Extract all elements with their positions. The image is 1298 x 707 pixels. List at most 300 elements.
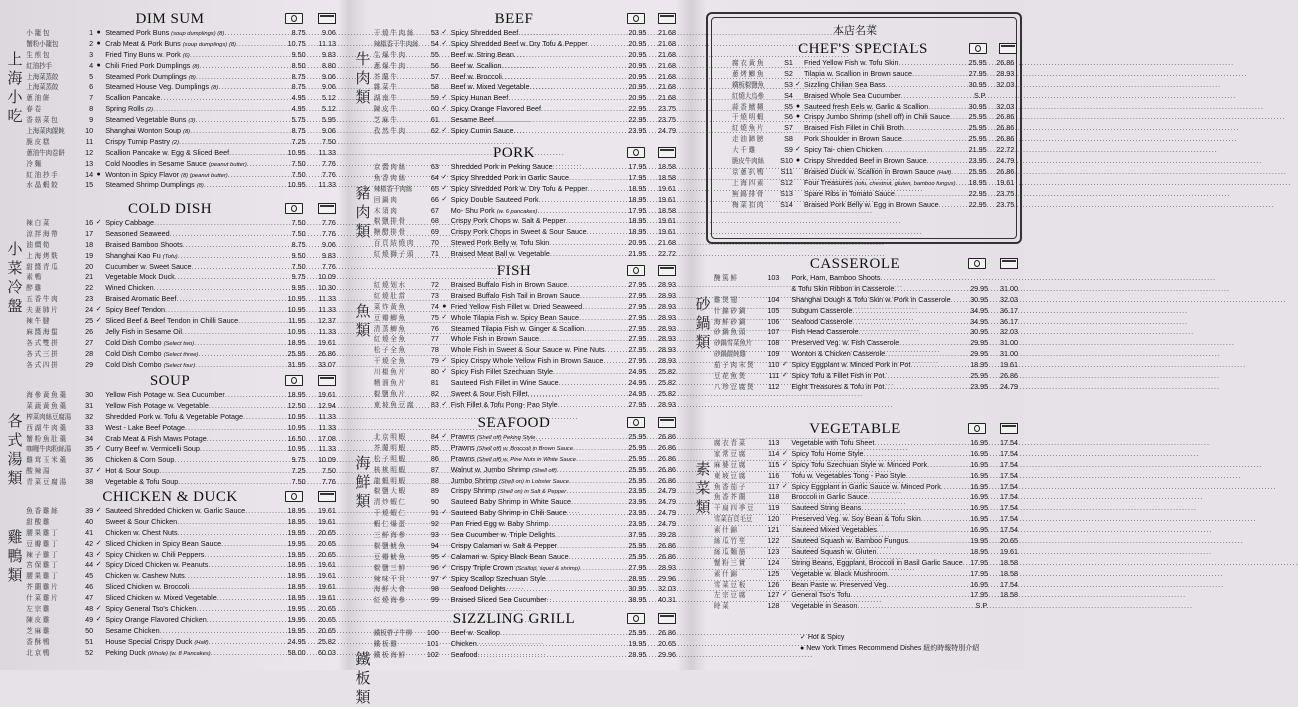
menu-item-list — [708, 58, 1018, 210]
item-chinese-name: 醉 雞 — [26, 284, 41, 293]
nyt-recommend-icon: ● — [800, 645, 805, 652]
item-price-small: 24.95 — [628, 367, 647, 377]
item-chinese-name: 雞 煲 翅 — [713, 295, 737, 304]
item-price-small: 20.95 — [628, 60, 647, 70]
item-mark-icon: ✓ — [441, 29, 448, 36]
menu-item — [348, 541, 680, 552]
item-english-name — [105, 283, 275, 294]
item-price-large: 9.06 — [321, 82, 336, 92]
item-chinese-name: 各 式 四 拼 — [26, 360, 58, 369]
menu-item — [688, 547, 1022, 558]
item-chinese-name: 干 燒 全 魚 — [373, 357, 405, 366]
menu-item-list — [348, 162, 680, 260]
item-english-text: Seasoned Seaweed — [105, 228, 170, 238]
item-english-text: Braised Aromatic Beef — [105, 294, 177, 304]
item-english-text: West - Lake Beef Potage — [105, 422, 186, 432]
item-mark-icon: ✓ — [95, 539, 102, 547]
item-code: 101 — [426, 638, 439, 648]
item-english-text: Spicy General Tso's Chicken — [105, 604, 197, 614]
item-price-small: 8.75 — [291, 71, 306, 81]
item-code: 80 — [430, 367, 439, 377]
item-english-name — [804, 156, 959, 167]
item-chinese-name: 鐵 板 雞 — [373, 639, 397, 648]
item-mark-icon: ✓ — [95, 615, 102, 623]
item-code: 111 — [768, 371, 780, 381]
item-chinese-name: 腰 果 雞 丁 — [26, 572, 58, 581]
item-code: 41 — [85, 527, 94, 537]
item-note: (8) (peanut butter) — [181, 172, 228, 179]
small-size-icon — [627, 417, 645, 428]
menu-item — [348, 574, 680, 585]
item-price-small: 25.95 — [968, 166, 987, 176]
item-english-name — [105, 294, 275, 305]
item-price-small: 27.95 — [628, 562, 647, 572]
item-price-small: 17.95 — [970, 557, 989, 567]
item-code: 85 — [430, 442, 439, 452]
item-english-name — [791, 349, 958, 360]
menu-item — [0, 316, 340, 327]
item-english-text: Calamari w. Spicy Black Bean Sauce — [450, 551, 569, 561]
item-english-text: Steamed Pork Dumplings — [105, 71, 187, 81]
small-size-icon — [285, 13, 303, 24]
item-price-large: 26.86 — [1000, 371, 1018, 381]
item-price-small: 25.95 — [628, 442, 647, 452]
item-price-large: 36.17 — [1000, 305, 1018, 315]
item-price-large: 26.86 — [996, 123, 1015, 133]
section-cn-char: 牛 — [355, 50, 371, 68]
item-english-text: Vegetable Mock Duck — [105, 272, 175, 282]
section-title: CHEF'S SPECIALS — [798, 41, 928, 57]
item-english-text: Spicy Fish Fillet Szechuan Style — [450, 367, 554, 377]
section-cn-char: 各 — [7, 412, 23, 430]
item-english-name — [451, 93, 617, 104]
item-english-text: Subgum Casserole — [791, 305, 853, 315]
item-code: 121 — [767, 525, 780, 535]
menu-item — [688, 590, 1022, 601]
item-english-name — [451, 639, 617, 650]
item-price-small: 25.95 — [628, 628, 647, 637]
item-english-name — [451, 356, 617, 367]
item-price-large: 17.54 — [1000, 470, 1018, 480]
item-english-name — [451, 552, 617, 563]
item-price-small: 58.00 — [287, 647, 306, 657]
item-english-text: Wonton & Chicken Casserole — [791, 349, 886, 359]
item-chinese-name: 油 燜 筍 — [26, 240, 50, 249]
item-english-name — [105, 466, 275, 477]
menu-item-list — [348, 28, 680, 137]
item-chinese-name: 辣 白 菜 — [26, 219, 50, 227]
item-price-large: 18.58 — [1000, 568, 1018, 578]
item-price-small: 27.95 — [628, 334, 647, 344]
item-english-text: Whole Tilapia Fish w. Spicy Bean Sauce — [450, 312, 579, 322]
item-english-name — [451, 28, 617, 39]
item-note: (w. 6 pancakes) — [496, 208, 538, 215]
item-english-text: Seafood Delights — [450, 584, 506, 594]
item-price-large: 8.80 — [321, 60, 336, 70]
item-price-small: 25.95 — [628, 551, 647, 561]
item-english-text: Fish Fillet & Tofu Pong- Pao Style — [450, 399, 558, 409]
item-english-name — [451, 126, 617, 137]
item-english-name — [451, 216, 617, 227]
item-english-name — [791, 514, 958, 525]
item-english-text: Spicy Hunan Beef — [450, 93, 509, 103]
item-english-name — [791, 317, 958, 328]
menu-item — [348, 454, 680, 465]
item-price-small: 23.95 — [628, 486, 647, 496]
item-chinese-name: 海 參 黃 魚 羹 — [26, 391, 66, 399]
item-chinese-name: 孜 然 牛 肉 — [373, 127, 405, 136]
item-note: (8) — [211, 85, 219, 92]
item-chinese-name: 宮 保 雞 丁 — [26, 561, 58, 570]
item-price-small: 18.95 — [287, 582, 306, 592]
item-english-text: Walnut w. Jumbo Shrimp — [450, 464, 530, 474]
item-price-small: 10.95 — [287, 294, 306, 304]
item-code: 110 — [767, 360, 780, 370]
item-price-large: 32.03 — [1000, 327, 1018, 337]
section-cn-char: 鐵 — [355, 650, 371, 668]
item-mark-icon: ● — [96, 170, 101, 178]
item-code: 81 — [430, 378, 439, 388]
menu-item — [688, 503, 1022, 514]
menu-item — [0, 159, 340, 170]
item-price-small: 20.95 — [628, 38, 647, 48]
menu-item — [688, 317, 1022, 328]
item-english-name — [105, 626, 275, 637]
item-english-text: Tilapia w. Scallion in Brown sauce — [803, 68, 912, 78]
item-english-name — [451, 367, 617, 378]
item-chinese-name: 陳 皮 雞 — [26, 615, 50, 624]
item-note: (Shell off) w. Pine Nuts in White Sauce — [476, 456, 576, 463]
item-english-name — [105, 528, 275, 539]
menu-item — [0, 327, 340, 338]
menu-item — [0, 61, 340, 72]
item-price-small: 30.95 — [968, 79, 987, 89]
menu-item — [0, 528, 340, 539]
section-vegetable — [688, 420, 1022, 620]
item-english-name — [451, 238, 617, 249]
item-english-text: String Beans, Eggplant, Broccoli in Basil Garlic Sauce — [791, 557, 963, 567]
item-english-text: Sliced Chicken in Spicy Bean Sauce — [105, 538, 222, 548]
item-note: (Half) — [194, 639, 209, 646]
section-cn-char: 素 — [695, 460, 711, 478]
item-english-name — [451, 378, 617, 389]
item-price-large: 17.08 — [317, 433, 336, 443]
item-code: 56 — [430, 60, 439, 70]
item-price-small: 27.95 — [628, 312, 647, 322]
menu-column-2 — [348, 0, 680, 706]
item-price-large: 12.94 — [317, 400, 336, 410]
item-price-large: 7.50 — [321, 136, 336, 146]
item-price-large: 20.65 — [1000, 536, 1018, 546]
item-price-large: 20.65 — [317, 538, 336, 548]
item-english-name — [451, 389, 617, 400]
item-price-large: 5.95 — [321, 115, 336, 125]
item-chinese-name: 夫 妻 肺 片 — [26, 306, 58, 315]
item-code: 70 — [430, 238, 439, 248]
section-title: DIM SUM — [135, 11, 205, 27]
item-chinese-name: 松 子 全 魚 — [373, 346, 405, 355]
item-english-name — [451, 227, 617, 238]
item-chinese-name: 核 桃 明 蝦 — [373, 465, 405, 474]
item-english-text: Chili Fried Pork Dumplings — [105, 60, 191, 70]
item-english-text: Steamed House Veg. Dumplings — [105, 82, 210, 92]
item-price-small: 8.75 — [291, 28, 306, 37]
section-header — [688, 420, 1022, 438]
item-code: S2 — [784, 68, 793, 78]
item-price-large: 24.79 — [658, 126, 677, 136]
item-english-name — [791, 601, 958, 612]
item-code: 57 — [430, 71, 439, 81]
item-english-text: Crab Meat & Pork Buns — [105, 38, 181, 48]
menu-item — [0, 477, 340, 488]
item-english-name — [105, 615, 275, 626]
item-english-text: Spicy Diced Chicken w. Peanuts — [105, 560, 209, 570]
menu-item — [688, 492, 1022, 503]
item-chinese-name: 紅 燒 海 參 — [373, 596, 405, 605]
item-price-large: 26.86 — [317, 348, 336, 358]
item-chinese-name: 魚 香 茄 子 — [713, 482, 746, 491]
item-price-small: 18.95 — [628, 227, 647, 237]
menu-item — [0, 126, 340, 137]
item-note: (Shell off) Peking Style — [476, 435, 536, 441]
item-code: 123 — [767, 546, 780, 556]
item-english-name — [105, 327, 275, 338]
item-price-small: 37.95 — [628, 530, 647, 540]
item-chinese-name: 川 椒 魚 片 — [373, 368, 405, 377]
item-price-large: 19.61 — [1000, 360, 1018, 370]
item-english-text: Spicy Chicken w. Chili Peppers — [105, 549, 205, 559]
item-code: 27 — [85, 337, 94, 347]
item-english-name — [451, 115, 617, 126]
item-price-large: 21.68 — [658, 28, 677, 37]
item-price-small: 16.95 — [970, 448, 989, 458]
item-english-text: Braised Duck w. Scallion in Brown Sauce — [803, 166, 935, 176]
menu-item — [348, 650, 680, 661]
item-chinese-name: 雞 茸 玉 米 羹 — [26, 456, 66, 465]
item-english-text: Spare Ribs in Tomato Sauce — [803, 188, 895, 198]
item-code: S9 — [784, 145, 793, 155]
item-chinese-name: 松 子 明 蝦 — [373, 454, 405, 463]
item-price-small: 19.95 — [287, 604, 306, 614]
item-english-name — [791, 449, 958, 460]
item-price-small: 9.95 — [291, 283, 306, 293]
item-code: 13 — [85, 158, 94, 168]
menu-item — [708, 123, 1018, 134]
item-chinese-name: 糟 溜 魚 片 — [373, 379, 405, 388]
menu-item — [348, 367, 680, 378]
item-chinese-name: 蒜 香 鱔 糊 — [731, 102, 764, 111]
item-english-name — [451, 162, 617, 173]
item-price-small: 18.95 — [970, 360, 989, 370]
item-code: 87 — [430, 464, 439, 474]
item-price-small: 25.95 — [628, 453, 647, 463]
item-english-text: Crispy Turnip Pastry — [105, 136, 170, 146]
item-code: 19 — [85, 250, 94, 260]
specials-cn-title: 本店名菜 — [833, 24, 877, 37]
item-code: 97 — [430, 573, 439, 583]
item-chinese-name: 芝 麻 雞 — [26, 626, 50, 635]
item-code: S6 — [784, 112, 793, 122]
item-price-small: 8.50 — [291, 60, 306, 70]
item-english-name — [791, 295, 958, 306]
item-price-large: 33.07 — [317, 359, 336, 369]
item-price-large: 7.76 — [321, 169, 336, 179]
item-code: 39 — [85, 506, 94, 515]
item-code: 84 — [430, 432, 439, 441]
item-chinese-name: 素 什 錦 — [713, 526, 737, 535]
item-price-small: 10.95 — [287, 411, 306, 421]
item-english-text: Crispy Jumbo Shrimp (shell off) in Chili Sauce — [803, 112, 951, 122]
item-price-large: 11.33 — [318, 294, 336, 304]
item-price-small: 16.95 — [970, 470, 989, 480]
item-english-text: Braised Bamboo Shoots — [105, 239, 183, 249]
small-size-icon — [627, 265, 645, 276]
item-chinese-name: 辣椒香干牛肉絲 — [373, 39, 419, 48]
menu-item — [0, 229, 340, 240]
section-header — [0, 488, 340, 506]
item-code: 92 — [430, 519, 439, 529]
legend — [800, 632, 979, 654]
item-chinese-name: 酸 辣 湯 — [26, 467, 50, 476]
item-price-large: 28.93 — [658, 323, 677, 333]
item-english-text: Mo- Shu Pork — [450, 205, 495, 215]
item-price-small: S.P. — [973, 90, 987, 100]
menu-item — [348, 628, 680, 639]
item-price-large: 24.79 — [1000, 381, 1018, 391]
item-price-large: 9.06 — [321, 239, 336, 249]
item-chinese-name: 五 香 牛 肉 — [26, 295, 58, 304]
item-code: 66 — [430, 194, 439, 204]
item-price-small: 10.95 — [287, 147, 306, 157]
item-chinese-name: 紅 燒 划 水 — [373, 281, 405, 289]
item-price-small: 10.75 — [287, 38, 306, 48]
item-price-large: 26.86 — [658, 442, 677, 452]
item-chinese-name: 椒 鹽 魷 魚 — [373, 541, 405, 550]
item-english-text: Eight Treasures & Tofu in Pot — [791, 381, 885, 391]
item-english-text: Spicy Double Sauteed Pork — [450, 194, 539, 204]
menu-item-list — [688, 273, 1022, 393]
item-code: S7 — [784, 123, 793, 133]
item-english-name — [105, 423, 275, 434]
menu-item — [688, 295, 1022, 306]
item-price-small: 19.95 — [287, 527, 306, 537]
item-price-large: 28.93 — [658, 345, 677, 355]
item-chinese-name: 上 海 烤 麩 — [26, 251, 58, 260]
item-price-small: 7.50 — [291, 158, 306, 168]
item-chinese-name: 海 鮮 砂 鍋 — [713, 317, 746, 326]
item-note: (Scallop, squid & shrimp) — [515, 565, 580, 572]
item-note: (Whole) (w. 8 Pancakes) — [147, 650, 211, 657]
item-english-text: Spicy Tofu & Fillet Fish in Pot — [791, 371, 885, 381]
item-english-name — [791, 557, 963, 569]
item-english-text: Fried Yellow Fish w. Tofu Skin — [803, 58, 899, 67]
item-price-small: 27.95 — [628, 356, 647, 366]
section-chefs-specials — [708, 40, 1018, 240]
section-cn-char: 類 — [355, 88, 371, 106]
item-english-text: Chicken — [450, 638, 477, 648]
item-price-large: 20.65 — [317, 604, 336, 614]
item-english-name — [451, 324, 617, 335]
item-english-text: Braised Pork Belly w. Egg in Brown Sauce — [803, 199, 939, 209]
item-english-text: Seafood Casserole — [791, 316, 853, 326]
item-mark-icon: ✓ — [95, 445, 102, 453]
menu-item — [348, 378, 680, 389]
item-chinese-name: 芥 蘭 明 蝦 — [373, 443, 405, 452]
item-english-name — [791, 569, 958, 580]
item-price-large: 9.06 — [321, 126, 336, 136]
item-english-text: General Tso's Tofu — [791, 590, 851, 600]
item-english-name — [105, 648, 275, 660]
item-note: (Tofu) — [162, 253, 178, 260]
hot-spicy-check-icon: ✓ — [800, 634, 806, 641]
item-english-name — [791, 284, 958, 295]
item-mark-icon: ✓ — [95, 507, 102, 514]
item-note: (8) — [183, 129, 191, 136]
item-note: (Select two) — [163, 340, 195, 347]
item-price-large: 21.68 — [658, 60, 677, 70]
item-price-small: 18.95 — [628, 183, 647, 193]
item-chinese-name: 紅 燒 魚 片 — [731, 124, 764, 133]
menu-item-list — [0, 390, 340, 488]
item-mark-icon: ✓ — [441, 357, 448, 365]
section-cn-char: 板 — [355, 669, 371, 687]
item-english-text: Braised Buffalo Fish in Brown Sauce — [450, 280, 568, 289]
item-price-small: 27.95 — [628, 345, 647, 355]
item-english-text: Steamed Tilapia Fish w. Ginger & Scallion — [450, 323, 585, 333]
item-chinese-name: 蔥 烤 鯽 魚 — [731, 69, 764, 78]
large-size-icon — [318, 203, 336, 214]
menu-item — [0, 305, 340, 316]
menu-item — [0, 137, 340, 148]
menu-item-list — [348, 280, 680, 411]
item-code: 96 — [430, 562, 439, 572]
item-english-text: Spicy Shredded Beef — [450, 28, 519, 37]
item-mark-icon: ✓ — [795, 146, 801, 154]
item-price-small: 17.95 — [628, 172, 647, 182]
item-price-small: 20.95 — [628, 71, 647, 81]
item-chinese-name: 小 籠 包 — [26, 29, 50, 37]
menu-item — [0, 390, 340, 401]
item-price-small: 30.95 — [970, 294, 989, 304]
item-english-name — [804, 112, 959, 123]
item-mark-icon: ✓ — [441, 433, 448, 440]
item-price-large: 7.76 — [321, 477, 336, 487]
menu-item — [708, 80, 1018, 91]
item-note: (soup dumplings) (8) — [182, 41, 236, 48]
item-english-text: Sauteed Mixed Vegetables — [791, 525, 877, 535]
menu-item — [0, 423, 340, 434]
item-english-name — [791, 547, 958, 558]
item-chinese-name: 雪 菜 豆 板 — [713, 580, 746, 589]
section-cn-char: 鴨 — [7, 547, 23, 565]
item-code: 98 — [430, 584, 439, 594]
item-english-name — [105, 240, 275, 251]
item-english-text: Stewed Pork Belly w. Tofu Skin — [450, 238, 550, 248]
item-english-text: Pan Fried Egg w. Baby Shrimp — [450, 519, 549, 529]
section-title: BEEF — [494, 11, 534, 27]
menu-item — [688, 273, 1022, 284]
item-english-text: Braised Fish Fillet in Chili Broth — [803, 123, 904, 133]
item-english-text: Cold Dish Combo — [105, 337, 162, 347]
item-price-large: 17.54 — [1000, 492, 1018, 502]
menu-item-list — [348, 432, 680, 606]
menu-item — [348, 195, 680, 206]
item-english-text: Vegetable & Tofu Soup — [105, 477, 179, 487]
item-english-text: Sliced Chicken w. Mixed Vegetable — [105, 593, 217, 603]
item-code: 60 — [430, 104, 439, 114]
menu-item — [348, 443, 680, 454]
item-price-large: 29.96 — [658, 573, 677, 583]
